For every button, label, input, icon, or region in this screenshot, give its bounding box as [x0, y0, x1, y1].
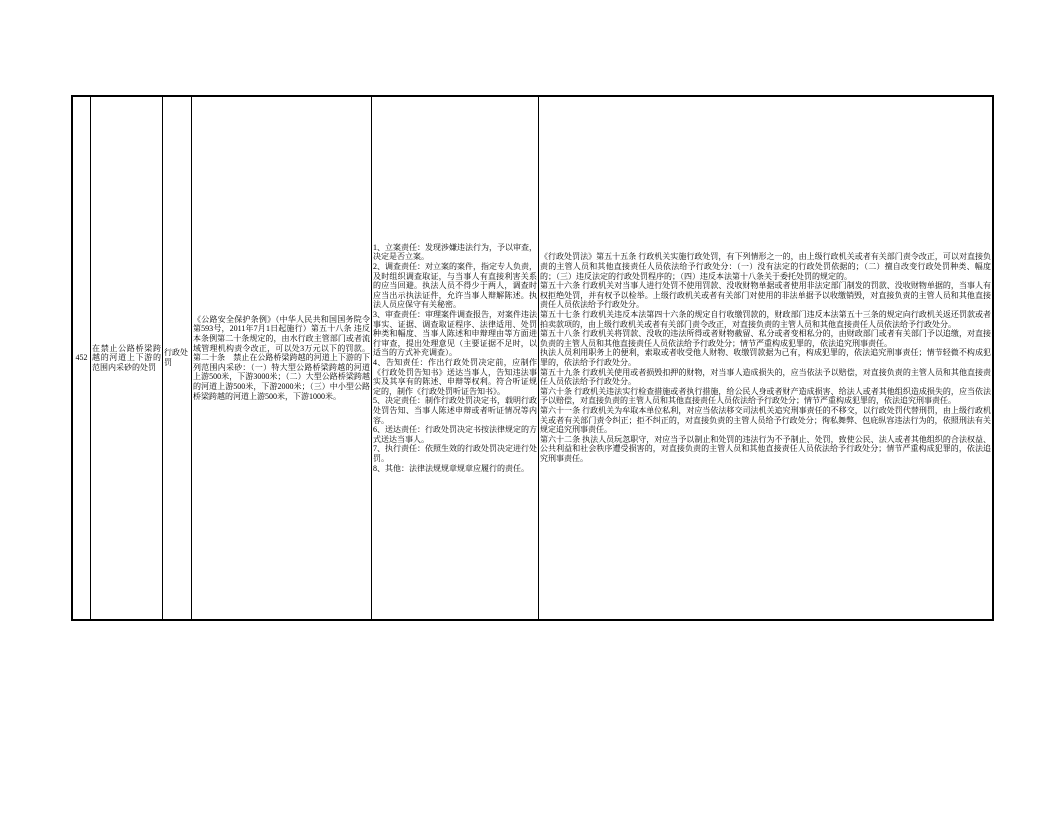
accountability-paragraph: 第五十七条 行政机关违反本法第四十六条的规定自行收缴罚款的，财政部门违反本法第五十三条的规定向行政机关返还罚款或者拍卖款项的，由上级行政机关或者有关部门责令改正，对直接负责的主管人员和其他直接责任人员依法给予行政处分。: [540, 310, 991, 329]
accountability-paragraph: 第五十六条 行政机关对当事人进行处罚不使用罚款、没收财物单据或者使用非法定部门制发的罚款、没收财物单据的，当事人有权拒绝处罚，并有权予以检举。上级行政机关或者有关部门对使用的非法单据予以收缴销毁，对直接负责的主管人员和其他直接责任人员依法给予行政处分。: [540, 281, 991, 310]
accountability-paragraph: 执法人员利用职务上的便利，索取或者收受他人财物、收缴罚款据为己有，构成犯罪的，依法追究刑事责任；情节轻微不构成犯罪的，依法给予行政处分。: [540, 348, 991, 367]
duty-paragraph: 7、执行责任：依照生效的行政处罚决定进行处罚。: [373, 444, 537, 463]
duty-paragraph: 3、审查责任：审理案件调查报告，对案件违法事实、证据、调查取证程序、法律适用、处罚种类和幅度、当事人陈述和申辩理由等方面进行审查，提出处理意见（主要证据不足时，以适当的方式补充调查）。: [373, 310, 537, 358]
penalty-item-cell: [91, 96, 163, 620]
penalty-duty-table: [71, 95, 994, 621]
row-number-cell: [72, 96, 91, 620]
accountability-cell: [539, 96, 994, 620]
penalty-item-text: 在禁止公路桥梁跨越的河道上下游的范围内采砂的处罚: [92, 343, 161, 372]
duty-paragraph: 2、调查责任：对立案的案件，指定专人负责，及时组织调查取证，与当事人有直接利害关系的应当回避。执法人员不得少于两人，调查时应当出示执法证件，允许当事人辩解陈述。执法人员应保守有关秘密。: [373, 262, 537, 310]
duty-paragraph: 8、其他：法律法规规章规章应履行的责任。: [373, 463, 529, 473]
duty-paragraph: 4、告知责任：作出行政处罚决定前，应制作《行政处罚告知书》送达当事人，告知违法事实及其享有的陈述、申辩等权利。符合听证规定的，制作《行政处罚听证告知书》。: [373, 358, 537, 396]
legal-basis-cell: [192, 96, 372, 620]
accountability-paragraph: 第六十一条 行政机关为牟取本单位私利，对应当依法移交司法机关追究刑事责任的不移交，以行政处罚代替刑罚，由上级行政机关或者有关部门责令纠正；拒不纠正的，对直接负责的主管人员给予行政处分；徇私舞弊、包庇纵容违法行为的，依照刑法有关规定追究刑事责任。: [540, 405, 991, 435]
row-number: 452: [75, 353, 88, 363]
accountability-paragraph: 第六十条 行政机关违法实行检查措施或者执行措施，给公民人身或者财产造成损害、给法人或者其他组织造成损失的，应当依法予以赔偿，对直接负责的主管人员和其他直接责任人员依法给予行政处分；情节严重构成犯罪的，依法追究刑事责任。: [540, 386, 991, 406]
accountability-paragraph: 第五十八条 行政机关将罚款、没收的违法所得或者财物截留、私分或者变相私分的，由财政部门或者有关部门予以追缴，对直接负责的主管人员和其他直接责任人员依法给予行政处分；情节严重构成犯罪的，依法追究刑事责任。: [540, 329, 991, 348]
duty-paragraph: 5、决定责任：制作行政处罚决定书，载明行政处罚告知、当事人陈述申辩或者听证情况等内容。: [373, 396, 537, 425]
legal-basis-text: 《公路安全保护条例》（中华人民共和国国务院令第593号，2011年7月1日起施行）第五十八条 违反本条例第二十条规定的，由水行政主管部门或者流域管理机构责令改正，可以处3万元以下的罚款。第二十条 禁止在公路桥梁跨越的河道上下游的下列范围内采砂：（一）特大型公路桥梁跨越的河道上游500米，下游3000米；（二）大型公路桥梁跨越的河道上游500米，下游2000米；（三）中小型公路桥梁跨越的河道上游500米，下游1000米。: [193, 314, 370, 401]
penalty-type-text: 行政处罚: [164, 348, 188, 367]
accountability-paragraph: 《行政处罚法》第五十五条 行政机关实施行政处罚，有下列情形之一的，由上级行政机关或者有关部门责令改正，可以对直接负责的主管人员和其他直接责任人员依法给予行政处分：（一）没有法定的行政处罚依据的；（二）擅自改变行政处罚种类、幅度的；（三）违反法定的行政处罚程序的；（四）违反本法第十八条关于委托处罚的规定的。: [540, 252, 991, 281]
duty-paragraph: 6、送达责任：行政处罚决定书按法律规定的方式送达当事人。: [373, 425, 537, 444]
penalty-type-cell: [163, 96, 192, 620]
accountability-paragraph: 第六十二条 执法人员玩忽职守，对应当予以制止和处罚的违法行为不予制止、处罚，致使公民、法人或者其他组织的合法权益、公共利益和社会秩序遭受损害的，对直接负责的主管人员和其他直接责任人员依法给予行政处分；情节严重构成犯罪的，依法追究刑事责任。: [540, 434, 991, 463]
accountability-paragraph: 第五十九条 行政机关使用或者损毁扣押的财物，对当事人造成损失的，应当依法予以赔偿，对直接负责的主管人员和其他直接责任人员依法给予行政处分。: [540, 367, 991, 387]
duty-paragraph: 1、立案责任：发现涉嫌违法行为，予以审查，决定是否立案。: [373, 242, 537, 262]
table-row: [72, 96, 993, 620]
duties-cell: [372, 96, 539, 620]
